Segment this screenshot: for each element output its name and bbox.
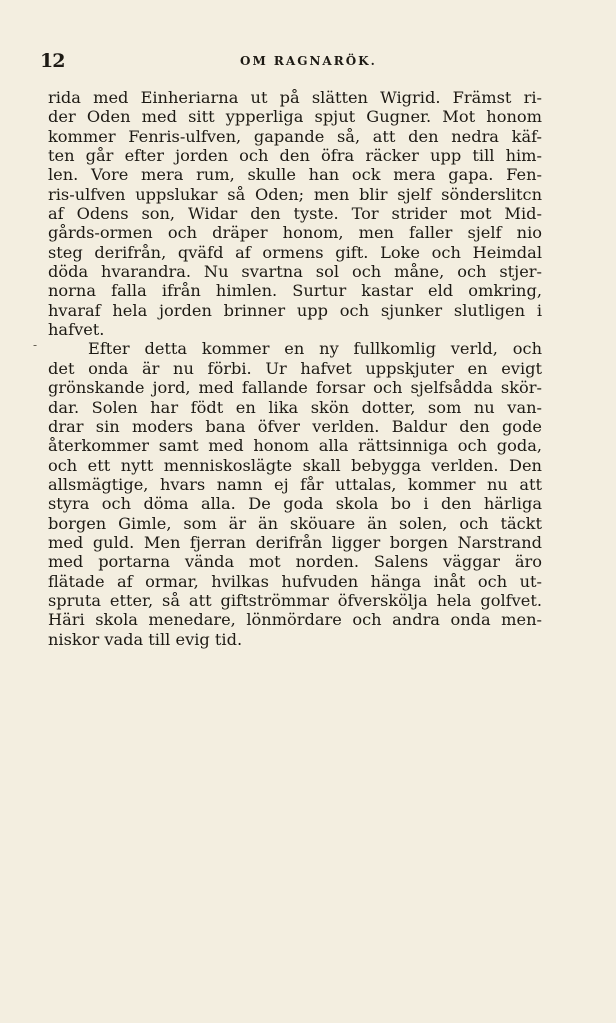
text-line: af Odens son, Widar den tyste. Tor strider mot Mid- <box>48 204 542 224</box>
text-line: kommer Fenris-ulfven, gapande så, att den nedra käf- <box>48 126 542 146</box>
text-line: gårds-ormen och dräper honom, men faller sjelf nio <box>48 223 542 243</box>
paragraph <box>48 339 542 649</box>
margin-mark: - <box>33 338 38 352</box>
text-line: spruta etter, så att giftströmmar öfversköljа hela golfvet. <box>48 590 542 610</box>
page-header <box>40 50 540 74</box>
body-text <box>48 88 542 649</box>
text-line: drar sin moders bana öfver verlden. Baldur den gode <box>48 416 542 436</box>
text-line: med portarna vända mot norden. Salens väggar äro <box>48 552 542 572</box>
text-line: allsmägtige, hvars namn ej får uttalas, kommer nu att <box>48 474 542 494</box>
text-line: der Oden med sitt ypperliga spjut Gugner. Mot honom <box>48 107 542 127</box>
text-line: grönskande jord, med fallande forsar och sjelfsådda skör- <box>48 378 542 398</box>
text-line: len. Vore mera rum, skulle han ock mera gapa. Fen- <box>48 165 542 185</box>
text-line: med guld. Men fjerran derifrån ligger borgen Narstrand <box>48 532 542 552</box>
text-line: och ett nytt menniskoslägte skall bebygga verlden. Den <box>48 455 542 475</box>
text-line: återkommer samt med honom alla rättsinniga och goda, <box>48 436 542 456</box>
text-line: Efter detta kommer en ny fullkomlig verld, och <box>88 339 542 359</box>
page-number: 12 <box>40 50 65 72</box>
text-line: döda hvarandra. Nu svartna sol och måne, och stjer- <box>48 262 542 282</box>
text-line: styra och döma alla. De goda skola bo i den härliga <box>48 494 542 514</box>
text-line: hafvet. <box>48 320 105 340</box>
text-line: steg derifrån, qväfd af ormens gift. Loke och Heimdal <box>48 242 542 262</box>
text-line: Häri skola menedare, lönmördare och andra onda men- <box>48 610 542 630</box>
text-line: borgen Gimle, som är än sköuare än solen, och täckt <box>48 513 542 533</box>
text-line: rida med Einheriarna ut på slätten Wigrid. Främst ri- <box>48 88 542 107</box>
text-line: ris-ulfven uppslukar så Oden; men blir sjelf sönderslitcn <box>48 184 542 204</box>
text-line: dar. Solen har födt en lika skön dotter, som nu van- <box>48 397 542 417</box>
text-line: hvaraf hela jorden brinner upp och sjunker slutligen i <box>48 300 542 320</box>
text-line: niskor vada till evig tid. <box>48 629 243 649</box>
running-title: OM RAGNARÖK. <box>240 54 377 68</box>
text-line: det onda är nu förbi. Ur hafvet uppskjuter en evigt <box>48 358 542 378</box>
paragraph <box>48 88 542 339</box>
text-line: ten går efter jorden och den öfra räcker upp till him- <box>48 146 542 166</box>
text-line: flätade af ormar, hvilkas hufvuden hänga inåt och ut- <box>48 571 542 591</box>
text-line: norna falla ifrån himlen. Surtur kastar eld omkring, <box>48 281 542 301</box>
